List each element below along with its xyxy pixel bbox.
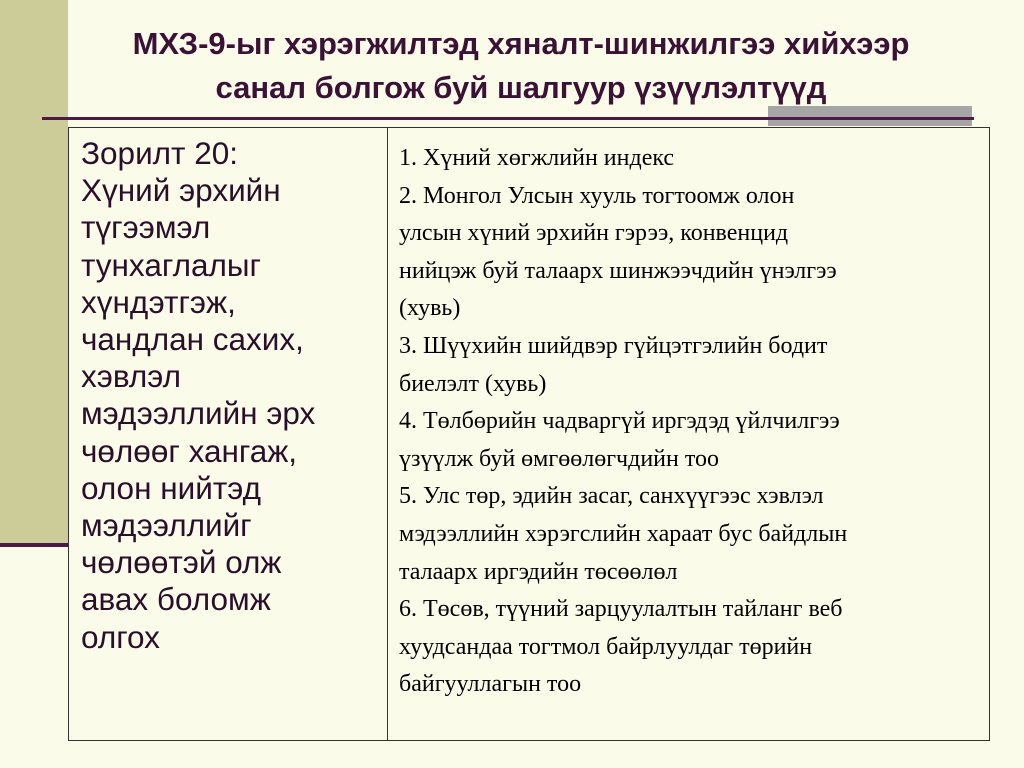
title-line: МХЗ-9-ыг хэрэгжилтэд хяналт-шинжилгээ хийхээр	[132, 26, 910, 61]
goal-line: олгох	[81, 618, 160, 655]
goal-line: чөлөөтэй олж	[81, 544, 282, 581]
title-line: санал болгож буй шалгуур үзүүлэлтүүд	[215, 70, 827, 105]
goal-text	[81, 135, 379, 656]
title-decor-block	[768, 106, 972, 126]
indicator-line: 6. Төсөв, түүний зарцуулалтын тайланг веб	[399, 596, 843, 623]
indicator-line: улсын хүний эрхийн гэрээ, конвенцид	[399, 220, 789, 247]
indicator-line: (хувь)	[399, 295, 461, 322]
goal-cell	[69, 128, 388, 741]
goal-line: Хүний эрхийн	[81, 172, 281, 209]
goal-line: чандлан сахих,	[81, 321, 304, 358]
slide-title	[68, 22, 974, 110]
goal-line: хэвлэл	[81, 358, 181, 395]
indicator-line: 3. Шүүхийн шийдвэр гүйцэтгэлийн бодит	[399, 332, 828, 359]
indicator-line: талаарх иргэдийн төсөөлөл	[399, 558, 678, 585]
indicator-line: 1. Хүний хөгжлийн индекс	[399, 145, 675, 171]
goal-line: чөлөөг хангаж,	[81, 432, 298, 469]
indicator-line: 5. Улс төр, эдийн засаг, санхүүгээс хэвлэл	[399, 483, 824, 510]
goal-line: мэдээллийн эрх	[81, 395, 316, 432]
goal-line: мэдээллийг	[81, 507, 252, 544]
indicator-line: үзүүлж буй өмгөөлөгчдийн тоо	[399, 445, 720, 472]
goal-line: Зорилт 20:	[81, 135, 239, 171]
goal-line: тунхаглалыг	[81, 246, 262, 283]
title-underline-rule	[42, 117, 974, 120]
goal-indicators-table	[68, 127, 990, 741]
indicator-line: нийцэж буй талаарх шинжээчдийн үнэлгээ	[399, 257, 837, 284]
goal-line: хүндэтгэж,	[81, 283, 236, 320]
goal-line: түгээмэл	[81, 209, 211, 246]
indicator-line: 4. Төлбөрийн чадваргүй иргэдэд үйлчилгээ	[399, 408, 840, 435]
indicators-cell	[388, 128, 990, 741]
indicator-line: хуудсандаа тогтмол байрлуулдаг төрийн	[399, 633, 813, 660]
left-decor-band	[0, 0, 68, 543]
table-row	[69, 128, 990, 741]
indicator-line: 2. Монгол Улсын хууль тогтоомж олон	[399, 182, 795, 209]
goal-line: олон нийтэд	[81, 469, 262, 506]
goal-line: авах боломж	[81, 581, 271, 618]
indicator-list	[399, 140, 979, 704]
indicator-line: байгууллагын тоо	[399, 671, 582, 698]
indicator-line: биелэлт (хувь)	[399, 370, 547, 397]
indicator-line: мэдээллийн хэрэгслийн хараат бус байдлын	[399, 520, 848, 547]
